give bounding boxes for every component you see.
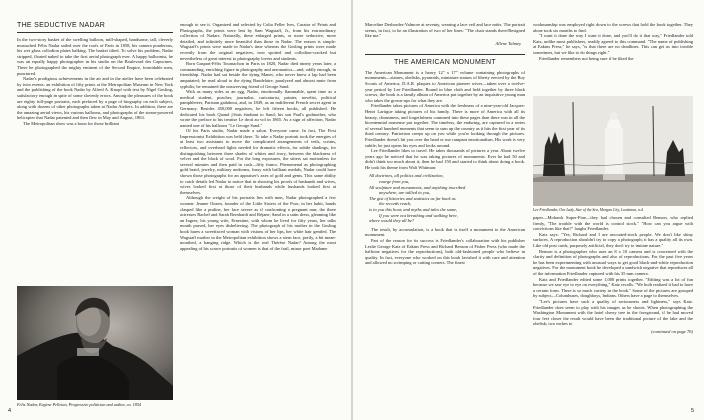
article-heading-seductive-nadar: THE SEDUCTIVE NADAR: [17, 22, 106, 29]
section-rule: [365, 54, 525, 55]
monument-photo-image: [533, 96, 693, 206]
verse-line: All sculpture and monuments, and anything inscribed: [369, 184, 466, 190]
right-page: [353, 0, 704, 420]
paragraph: Although the weight of his portraits lies with men, Nadar photographed a few women: Jeanne Ouzen, founder of the Little Sisters of the Poor, in her habit, hands clasped like a praline, her face severe as if confronting a pregnant nun; the three actresses Rachel and Sarah Bernhardt and Réjane; Sand in a satin dress, gleaming like an Ingres; his young wife, Ernestine, with whom he lived for fifty years, her talks mouth pursed, her eyes disbelieving. The photograph of his mother in the Gosling book bares a sweetfaced woman with visions of her lips, her white hair gentled. The Wagstaff mother in the Metropolitan exhibition shows a stern face, portly, a bit mean-mouthed, a hanging ridge. Which is the real Thérèse Nadar? Among the most appealing of his scarce portraits of women is that of the frail, minor poet Madame: [180, 195, 336, 251]
author-signature: Allene Talmey: [495, 40, 521, 46]
page-number-left: 4: [8, 408, 12, 414]
verse-line: anywhere, are tallied in you,: [379, 190, 431, 196]
paragraph: Katz says: "Yes, Richard and I are uncoated-stock people. We don't like shiny surfaces. A reproduction shouldn't try to copy a photograph; it has a quality all its own. Like old post cards, purposely artificial, they don't try to imitate nature.": [533, 231, 693, 248]
nadar-portrait-image: [17, 286, 173, 400]
paragraph: Born Gaspart-Félix Tournachon in Paris in 1820, Nadar died ninety years later, a commanding, enriching figure in photography and aeronautics—and, oddly enough, in friendship. Nadar had sat beside the dying Manet, who never knew a lap had been amputated; he read aloud to the dying Baudelaire, paralyzed and almost mute from syphilis; he remained the unswerving friend of George Sand.: [180, 61, 336, 89]
article-heading-american-monument: THE AMERICAN MONUMENT: [394, 58, 496, 66]
verse-line: where would they all be?: [369, 218, 415, 224]
paragraph: Friedlander takes pictures of America with the freshness of a nine-year-old Jacques-Henri Lartigue taking pictures of his family. There is more of America with all its beauty, clumsiness, and forgetfulness crammed into these pages than there was in all the bicentennial nonsense put together. The timeless, the enduring, are captured in a series of several hundred moments that seem to sum up the country as it hits the first year of its third century. Patriotism creeps up on you while you're looking through the pictures. Friedlander doesn't hit you over the head or use rampant emotionalism. His work is very subtle; he just opens his eyes and looks around.: [365, 103, 525, 148]
verse-line: The gist of histories and statistics as far back as: [369, 195, 456, 201]
verse-line: All doctrines, all politics and civilization,: [369, 173, 444, 179]
nadar-photo-caption: Félix Nadar, Eugène Pelletan, Progressive politician and author, ca. 1854: [17, 402, 142, 407]
right-col-1-after-verse-text: [365, 227, 525, 266]
paragraph: enough to see it. Organized and selected by Colta Feller Ives, Curator of Prints and Photographs, the prints were lent by Sam Wagstaff, Jr., from his extraordinary collection of Nadars. Naturally, these enlarged prints, or more seductive, more detailed, and infinitely more beautiful than those in Nadar. The reason is simple: Wagstaff's prints were made in Nadar's time whereas the Gosling prints were made recently from the original negatives, now spotted and collodion-cracked but nevertheless of great interest to photography lovers and students.: [180, 22, 336, 61]
paragraph: "I want it done the way I want it done, and you'll do it that way," Friedlander told Katz, unlike most publishers, readily agreed to this command. "The name of publishing at Eakins Press," he says, "is that there are no deadlines. This can get us into trouble sometimes, but we like to do things right.": [533, 33, 693, 55]
verse-line: exurge from you,: [379, 179, 410, 185]
right-col-1: [365, 22, 525, 408]
paragraph: In the two-story basket of the swelling balloon, mill-shaped, handsome, tall, cleverly mustached Félix Nadar sailed over the roofs of Paris in 1858, his camera ponderous, his wet glass collodion plates balking. The basket tilted. To solve his problem, Nadar stripped, floated naked to take the first aerial photograph ever. A happy balloonist, he was an equally happy photographer in his studio on the Boulevard des Capucines. There he photographed the mighty eminent of the Second Empire, formidable men, punctured.: [17, 37, 173, 76]
friedlander-monument-photo: [533, 96, 693, 206]
paragraph: Friedlander remembers not being sure if he liked the: [539, 55, 634, 61]
right-col-2-bottom: [533, 215, 693, 410]
paragraph: The Metropolitan show was a boon for those brilliant: [23, 120, 119, 126]
page-number-right: 5: [691, 408, 695, 414]
paragraph: Marceline Desbordes-Valmore at seventy, wearing a lace veil and lace mitts. The portrait seems, in fact, to be an illustration of two of her lines: "The chair stands there/Resigned like me.": [365, 22, 525, 39]
paragraph: workmanship was employed right down to the screws that hold the book together. They alone took six months to find.: [533, 22, 693, 33]
verse-line: is in you this hour, and myths and tales the same,: [369, 207, 458, 213]
paragraph: Of his Paris studio, Nadar made a salon. Everyone came. In fact, The First Impressionist Exhibition was held there. To take a Nadar portrait took the energies of at least two assistants to move the complicated arrangements of veils, scrims, reflectors, and overhead lights needed for dramatic effects, for subtle shadings, for distinguishing between three shades of whites and ivory, between the blackness of velvet and the black of wool. For the long exposures, the sitters sat motionless for several minutes and then paid in cash—fifty francs. Phenomenal as photographing gold braid, jewelry, military uniforms, fussy with brilliant medals, Nadar could have shown those photographs for an appraiser's axes of gold and gems. This same ability to catch details led Nadar to notice that in showing his proofs of husbands and wives, wives looked first at those of their husbands while husbands looked first at themselves.: [180, 128, 336, 195]
paragraph: With as many sides as an egg, Nadar, emotionally flammable, spent time as a medical student, poacher, journalist, caricaturist, printer, novelist, political pamphleteer, Parisian gadabout, and, in 1849, as an indifferent French secret agent in Germany. Besides 450,000 negatives, he left fifteen books, all published. He dedicated his book Quand j'étais étudiant to Sand; his son Paul's godmother, who wrote the preface to his treatise Le droit au vol in 1865. As a sign of affection, Nadar named one of his balloons "Le George Sand.": [180, 89, 336, 128]
paragraph: The American Monument is a heavy 12" x 17" volume containing photographs of monuments—statues, obelisks, pyramids, miniature statues of liberty erected by the Boy Scouts of America, D.A.R. plaques to American pioneer wives—taken over a twelve-year period by Lee Friedlander. Bound in blue cloth and held together by three black screws, the book is a family album of America put together by an inquisitive young man who takes the grown-ups for what they are.: [365, 69, 525, 103]
left-col-2: [180, 22, 336, 404]
right-col-2-top-text: [533, 22, 693, 61]
paragraph: The result, by accumulation, is a book that is itself a monument to the American monument.: [365, 226, 525, 238]
left-col-1: [17, 22, 173, 284]
paragraph: "Lee's pictures have such a quality of seriousness and lightness," says Katz. Friedlander does seem to play with his images as he shoots. When photographing the Washington Monument with the hotel cherry tree in the foreground, if he had moved four feet closer the result would have been the traditional picture of the lake and the obelisk; two inches to: [533, 298, 693, 327]
paragraph: Nadar's prodigious achievements in the air and in the atelier have been celebrated by twin events: an exhibition of fifty prints at the Metropolitan Museum in New York and the publishing of the book Nadar by Alfred A. Knopf with text by Nigel Gosling, satisfactory enough in spite of some slovenly errors. Among the pleasures of the book are eighty full-page portraits, each prefaced by a page of biography on each subject, along with dozens of other photographs taken at Nadar Ateliers. In addition, there are the amazing aerial views, his various balloons, and photographs of the steam-powered helicopter that Nadar patented and then flew in May and August, 1863.: [17, 76, 173, 121]
left-col-2-text: [180, 22, 336, 251]
right-col-1-top-text: [365, 22, 525, 39]
paragraph: Benson is a photographer who uses an 8 x 10 camera and is concerned with the clarity and definition of photographs and also of reproductions. For the past five years he has been experimenting with unusual ways to get good black-and-white reproduction negatives. For the monument book he developed a sandwich negative that reproduces all of the information Friedlander captured with his 35 mm camera.: [533, 248, 693, 276]
monument-photo-caption: Lee Friedlander, Our Lady, Star of the Sea, Morgan City, Louisiana, n.d.: [533, 208, 644, 212]
paragraph: Katz and Friedlander edited some 1,000 prints together. "Editing was a lot of fun because we saw eye to eye on everything," Katz recalls. "We both realized it had to have a certain form. There is so much variety in the book." Some of the pictures are grouped by subject—Columbuses, doughboys, Indians. Others have a page to themselves.: [533, 276, 693, 299]
left-page: [0, 0, 351, 420]
whitman-verse: [369, 173, 525, 223]
paragraph: paper—Mohawk Super-Fine—they had chosen and consulted Benson, who replied firmly, "The trouble with the world is control stock." "How can you argue with convictions like that?" laughs Friedlander.: [533, 215, 693, 232]
nadar-portrait-photo: [17, 286, 173, 400]
right-col-2-bottom-text: [533, 215, 693, 327]
continued-note: (continued on page 76): [651, 328, 693, 334]
paragraph: Part of the reason for its success is Friedlander's collaboration with his publisher Leslie George Katz of Eakins Press and Richard Benson of Fisher Press (who made the halftone negatives for the reproductions), both old-fashioned people who believe in quality. In fact, everyone who worked on this book lavished it with care and attention and allowed no scrimping or cutting corners. The finest: [365, 238, 525, 266]
left-col-1-text: [17, 37, 173, 127]
verse-line: the records reach,: [379, 201, 412, 207]
paragraph: Lee Friedlander likes to travel. He takes thousands of pictures a year. About twelve years ago he noticed that he was taking pictures of monuments. Ever he had 50 and didn't think too much about it; then he had 150 and started to think about doing a book. He took his theme from Walt Whitman:: [365, 148, 525, 170]
heading-rule: [17, 32, 173, 33]
right-col-2-top: [533, 22, 693, 92]
right-col-1-body-text: [365, 70, 525, 171]
verse-line: If you were not breathing and walking here,: [379, 212, 458, 218]
